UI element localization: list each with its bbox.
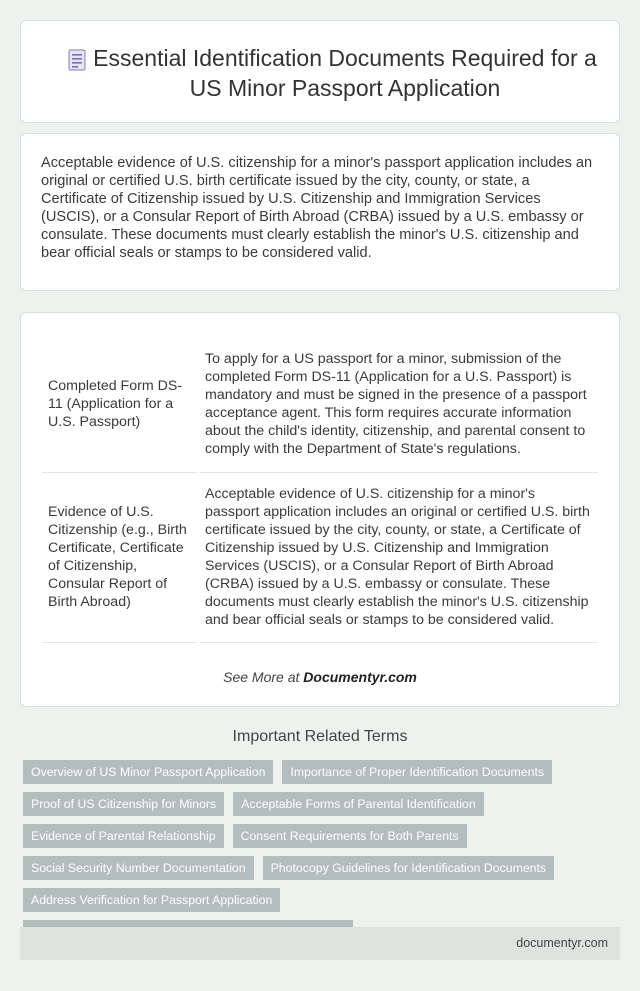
related-term-tag[interactable]: Social Security Number Documentation <box>23 856 254 880</box>
related-term-tag[interactable]: Importance of Proper Identification Documents <box>282 760 552 784</box>
document-description-cell: To apply for a US passport for a minor, submission of the completed Form DS-11 (Application for a U.S. Passport) is mandatory and must be signed in the presence of a passport acceptance agent. This form requires accurate information about the child's identity, citizenship, and parental consent to comply with the Department of State's regulations. <box>198 337 598 472</box>
document-name-cell: Evidence of U.S. Citizenship (e.g., Birth Certificate, Certificate of Citizenship, Consular Report of Birth Abroad) <box>42 472 198 642</box>
related-term-tag[interactable]: Overview of US Minor Passport Application <box>23 760 273 784</box>
title-card <box>20 20 620 123</box>
table-row <box>42 472 598 642</box>
documents-table-card <box>20 312 620 707</box>
related-terms-list <box>23 760 623 952</box>
page-title: Essential Identification Documents Required for a US Minor Passport Application <box>93 45 597 101</box>
related-term-tag[interactable]: Proof of US Citizenship for Minors <box>23 792 224 816</box>
related-terms-heading: Important Related Terms <box>232 728 408 745</box>
related-term-tag[interactable]: Consent Requirements for Both Parents <box>233 824 467 848</box>
document-description-cell: Acceptable evidence of U.S. citizenship for a minor's passport application includes an original or certified U.S. birth certificate issued by the city, county, or state, a Certificate of Citizenship issued by U.S. Citizenship and Immigration Services (USCIS), or a Consular Report of Birth Abroad (CRBA) issued by a U.S. embassy or consulate. These documents must clearly establish the minor's U.S. citizenship and bear official seals or stamps to be considered valid. <box>198 472 598 642</box>
related-term-tag[interactable]: Photocopy Guidelines for Identification Documents <box>263 856 554 880</box>
summary-card <box>20 133 620 291</box>
documents-table <box>42 337 598 643</box>
see-more-site[interactable]: Documentyr.com <box>303 669 417 685</box>
summary-text: Acceptable evidence of U.S. citizenship for a minor's passport application includes an original or certified U.S. birth certificate issued by the city, county, or state, a Certificate of Citizenship issued by U.S. Citizenship and Immigration Services (USCIS), or a Consular Report of Birth Abroad (CRBA) issued by a U.S. embassy or consulate. These documents must clearly establish the minor's U.S. citizenship and bear official seals or stamps to be considered valid. <box>41 155 593 261</box>
footer <box>20 927 620 960</box>
see-more-link[interactable] <box>21 669 619 685</box>
table-row <box>42 337 598 472</box>
see-more-prefix: See More at <box>223 669 304 685</box>
document-name-cell: Completed Form DS-11 (Application for a U.S. Passport) <box>42 337 198 472</box>
footer-site[interactable]: documentyr.com <box>516 936 608 950</box>
related-term-tag[interactable]: Evidence of Parental Relationship <box>23 824 224 848</box>
related-term-tag[interactable]: Address Verification for Passport Application <box>23 888 280 912</box>
related-term-tag[interactable]: Acceptable Forms of Parental Identification <box>233 792 483 816</box>
